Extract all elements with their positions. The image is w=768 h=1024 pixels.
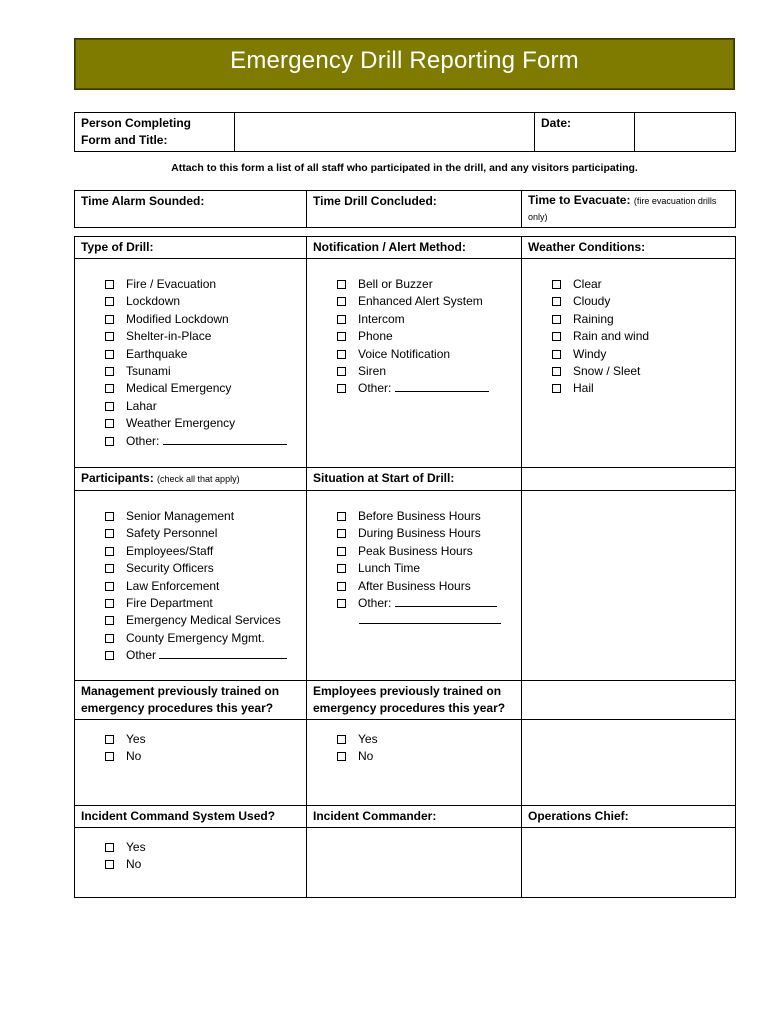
yes-option[interactable]: Yes	[105, 839, 306, 856]
list-item[interactable]: Modified Lockdown	[105, 311, 306, 328]
checkbox-icon[interactable]	[552, 280, 561, 289]
list-item[interactable]: Fire Department	[105, 595, 306, 612]
main-table	[74, 236, 736, 898]
type-of-drill-label: Type of Drill:	[81, 240, 154, 254]
checkbox-icon[interactable]	[337, 280, 346, 289]
list-item[interactable]: County Emergency Mgmt.	[105, 630, 306, 647]
checkbox-icon[interactable]	[105, 315, 114, 324]
checkbox-icon[interactable]	[105, 280, 114, 289]
operations-chief-label: Operations Chief:	[528, 809, 629, 823]
yes-option[interactable]: Yes	[105, 731, 306, 748]
checkbox-icon[interactable]	[337, 564, 346, 573]
ics-used-label: Incident Command System Used?	[81, 809, 276, 823]
list-item[interactable]: Voice Notification	[337, 346, 521, 363]
list-item[interactable]: Rain and wind	[552, 328, 735, 345]
list-item[interactable]: Security Officers	[105, 560, 306, 577]
no-option[interactable]: No	[337, 748, 521, 765]
checkbox-icon[interactable]	[337, 315, 346, 324]
list-item[interactable]: Senior Management	[105, 508, 306, 525]
other-fill-line[interactable]	[159, 647, 287, 659]
employees-trained-options	[307, 720, 521, 766]
person-completing-label: Person Completing Form and Title:	[81, 116, 192, 147]
checkbox-icon[interactable]	[105, 367, 114, 376]
list-item[interactable]: Clear	[552, 276, 735, 293]
list-item[interactable]: After Business Hours	[337, 578, 521, 595]
time-concluded-label: Time Drill Concluded:	[313, 194, 437, 208]
checkbox-icon[interactable]	[337, 547, 346, 556]
notification-method-label: Notification / Alert Method:	[313, 240, 466, 254]
time-evacuate-cell[interactable]	[522, 191, 736, 228]
checkbox-icon[interactable]	[552, 350, 561, 359]
list-item[interactable]: Emergency Medical Services	[105, 612, 306, 629]
list-item[interactable]: Medical Emergency	[105, 380, 306, 397]
list-item[interactable]: Before Business Hours	[337, 508, 521, 525]
person-completing-field[interactable]	[235, 113, 535, 152]
checkbox-icon[interactable]	[337, 529, 346, 538]
mgmt-trained-label: Management previously trained on emergency procedures this year?	[81, 684, 280, 715]
time-alarm-label: Time Alarm Sounded:	[81, 194, 205, 208]
checkbox-icon[interactable]	[105, 582, 114, 591]
title-bar	[74, 38, 735, 90]
checkbox-icon[interactable]	[337, 367, 346, 376]
notification-method-list	[307, 259, 521, 398]
checkbox-icon[interactable]	[105, 332, 114, 341]
checkbox-icon[interactable]	[552, 315, 561, 324]
list-item[interactable]: Fire / Evacuation	[105, 276, 306, 293]
date-label: Date:	[541, 116, 572, 130]
list-item[interactable]: Lockdown	[105, 293, 306, 310]
checkbox-icon[interactable]	[105, 599, 114, 608]
mgmt-trained-options	[75, 720, 306, 766]
list-item[interactable]: Phone	[337, 328, 521, 345]
yes-option[interactable]: Yes	[337, 731, 521, 748]
checkbox-icon[interactable]	[105, 529, 114, 538]
no-option[interactable]: No	[105, 748, 306, 765]
incident-commander-label: Incident Commander:	[313, 809, 437, 823]
list-item[interactable]: Other:	[105, 433, 306, 450]
checkbox-icon[interactable]	[337, 752, 346, 761]
checkbox-icon[interactable]	[105, 512, 114, 521]
weather-conditions-label: Weather Conditions:	[528, 240, 646, 254]
list-item[interactable]: Lunch Time	[337, 560, 521, 577]
checkbox-icon[interactable]	[552, 384, 561, 393]
participants-label: Participants:	[81, 471, 154, 485]
list-item[interactable]: Cloudy	[552, 293, 735, 310]
list-item[interactable]: During Business Hours	[337, 525, 521, 542]
attachment-note: Attach to this form a list of all staff who participated in the drill, and any visitors participating.	[171, 162, 638, 174]
time-evacuate-label: Time to Evacuate:	[528, 193, 631, 207]
list-item[interactable]: Peak Business Hours	[337, 543, 521, 560]
form-title: Emergency Drill Reporting Form	[230, 47, 579, 74]
other-fill-line[interactable]	[163, 433, 287, 445]
list-item[interactable]: Employees/Staff	[105, 543, 306, 560]
checkbox-icon[interactable]	[337, 735, 346, 744]
checkbox-icon[interactable]	[337, 332, 346, 341]
ics-used-options	[75, 828, 306, 874]
operations-chief-field[interactable]	[522, 828, 736, 898]
list-item[interactable]: Weather Emergency	[105, 415, 306, 432]
type-of-drill-list	[75, 259, 306, 450]
checkbox-icon[interactable]	[105, 437, 114, 446]
checkbox-icon[interactable]	[552, 367, 561, 376]
checkbox-icon[interactable]	[105, 547, 114, 556]
date-field[interactable]	[635, 113, 736, 152]
checkbox-icon[interactable]	[337, 512, 346, 521]
list-item[interactable]: Shelter-in-Place	[105, 328, 306, 345]
checkbox-icon[interactable]	[105, 350, 114, 359]
checkbox-icon[interactable]	[337, 599, 346, 608]
incident-commander-field[interactable]	[307, 828, 522, 898]
list-item[interactable]: Earthquake	[105, 346, 306, 363]
list-item[interactable]: Tsunami	[105, 363, 306, 380]
checkbox-icon[interactable]	[337, 297, 346, 306]
time-alarm-cell[interactable]	[75, 191, 307, 228]
list-item[interactable]: Other	[105, 647, 306, 664]
checkbox-icon[interactable]	[105, 419, 114, 428]
participants-note: (check all that apply)	[157, 474, 240, 484]
checkbox-icon[interactable]	[337, 350, 346, 359]
list-item[interactable]: Safety Personnel	[105, 525, 306, 542]
list-item[interactable]: Siren	[337, 363, 521, 380]
checkbox-icon[interactable]	[105, 735, 114, 744]
checkbox-icon[interactable]	[552, 332, 561, 341]
checkbox-icon[interactable]	[105, 297, 114, 306]
list-item[interactable]: Raining	[552, 311, 735, 328]
list-item[interactable]: Bell or Buzzer	[337, 276, 521, 293]
list-item[interactable]: Other:	[337, 595, 521, 612]
checkbox-icon[interactable]	[337, 582, 346, 591]
checkbox-icon[interactable]	[552, 297, 561, 306]
other-fill-line[interactable]	[395, 595, 497, 607]
list-item[interactable]: Windy	[552, 346, 735, 363]
list-item[interactable]: Hail	[552, 380, 735, 397]
list-item[interactable]: Snow / Sleet	[552, 363, 735, 380]
checkbox-icon[interactable]	[337, 384, 346, 393]
no-option[interactable]: No	[105, 856, 306, 873]
list-item[interactable]: Lahar	[105, 398, 306, 415]
header-table	[74, 112, 736, 152]
list-item[interactable]: Intercom	[337, 311, 521, 328]
other-fill-line[interactable]	[395, 380, 489, 392]
checkbox-icon[interactable]	[105, 616, 114, 625]
checkbox-icon[interactable]	[105, 402, 114, 411]
checkbox-icon[interactable]	[105, 651, 114, 660]
list-item[interactable]: Enhanced Alert System	[337, 293, 521, 310]
other-fill-line-2[interactable]	[359, 612, 501, 624]
times-table	[74, 190, 736, 228]
situation-label: Situation at Start of Drill:	[313, 471, 455, 485]
checkbox-icon[interactable]	[105, 843, 114, 852]
participants-list	[75, 491, 306, 665]
checkbox-icon[interactable]	[105, 634, 114, 643]
time-concluded-cell[interactable]	[307, 191, 522, 228]
situation-list	[307, 491, 521, 630]
checkbox-icon[interactable]	[105, 752, 114, 761]
employees-trained-label: Employees previously trained on emergency procedures this year?	[313, 684, 506, 715]
checkbox-icon[interactable]	[105, 564, 114, 573]
list-item[interactable]: Law Enforcement	[105, 578, 306, 595]
list-item[interactable]: Other:	[337, 380, 521, 397]
weather-conditions-list	[522, 259, 735, 398]
checkbox-icon[interactable]	[105, 860, 114, 869]
checkbox-icon[interactable]	[105, 384, 114, 393]
time-evacuate-note: (fire evacuation drills only)	[528, 196, 717, 222]
